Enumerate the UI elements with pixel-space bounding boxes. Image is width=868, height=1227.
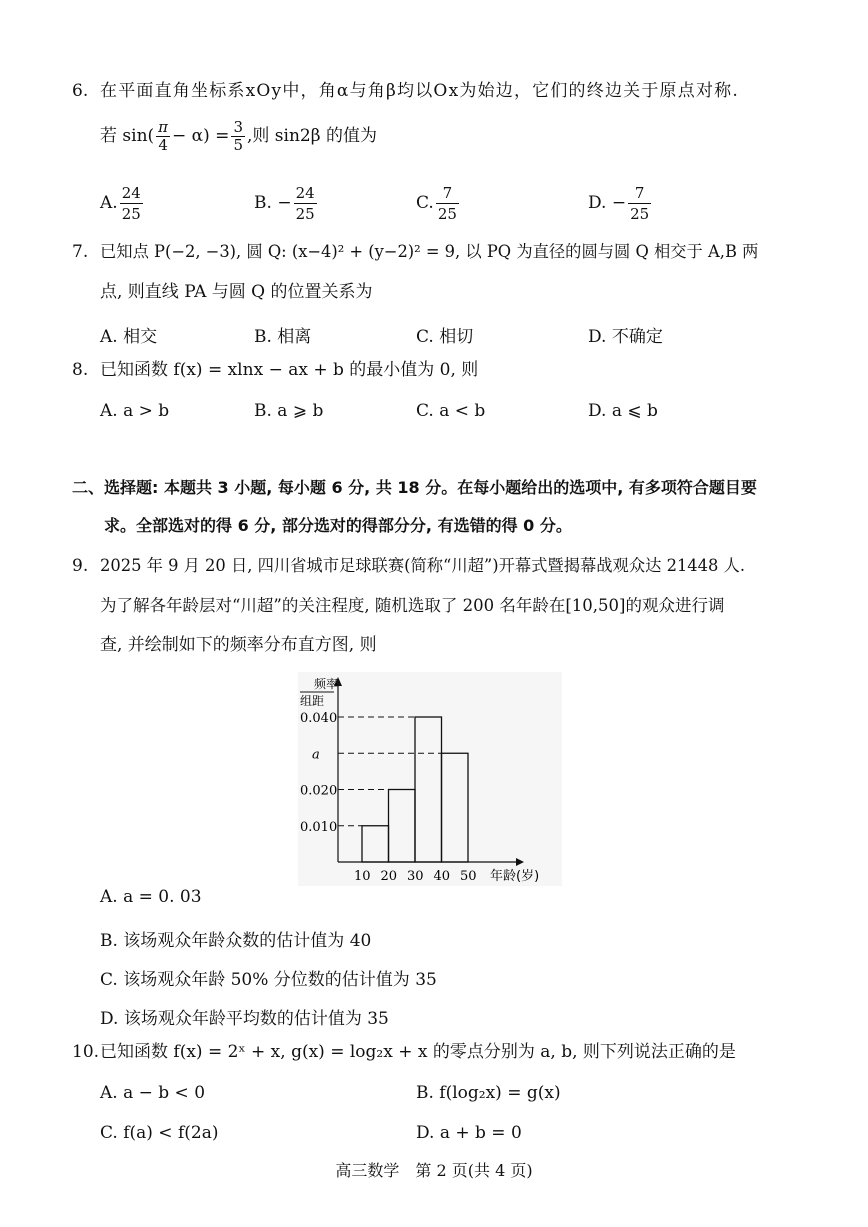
page-footer: 高三数学 第 2 页(共 4 页) xyxy=(335,1161,533,1180)
q8-option-c: C. a < b xyxy=(416,401,486,421)
q9-text-line3: 查, 并绘制如下的频率分布直方图, 则 xyxy=(100,635,377,655)
q10-option-c: C. f(a) < f(2a) xyxy=(100,1123,219,1143)
q9-option-b: B. 该场观众年龄众数的估计值为 40 xyxy=(100,931,372,951)
q6-text2-post: ,则 sin2β 的值为 xyxy=(246,126,377,146)
q7-option-d: D. 不确定 xyxy=(588,327,663,347)
q6-option-c: C. $\frac{7}{25}$ xyxy=(416,184,457,223)
y-label-top: 频率 xyxy=(314,677,339,691)
q6-option-a: A. $\frac{24}{25}$ xyxy=(100,184,141,223)
q6-option-b: B. − $\frac{24}{25}$ xyxy=(254,184,315,223)
y-tick-label: 0.020 xyxy=(300,783,338,799)
q9-text-line1: 2025 年 9 月 20 日, 四川省城市足球联赛(简称“川超”)开幕式暨揭幕战观众达 21448 人. xyxy=(100,556,746,575)
x-tick-label: 50 xyxy=(460,869,477,884)
q9-text-line2: 为了解各年龄层对“川超”的关注程度, 随机选取了 200 名年龄在[10,50]的观众进行调 xyxy=(100,596,725,615)
q7-option-c: C. 相切 xyxy=(416,327,474,347)
q7-option-b: B. 相离 xyxy=(254,327,312,347)
y-label-bottom: 组距 xyxy=(300,694,325,708)
q10-option-d: D. a + b = 0 xyxy=(416,1123,522,1143)
frequency-histogram xyxy=(298,672,562,886)
section2-heading-line2: 求。全部选对的得 6 分, 部分选对的得部分分, 有选错的得 0 分。 xyxy=(104,516,572,535)
q6-frac-pi: $\frac{\pi}{4}$ xyxy=(158,118,169,154)
y-tick-label: 0.040 xyxy=(300,711,338,726)
q6-text-line1: 在平面直角坐标系xOy中，角α与角β均以Ox为始边，它们的终边关于原点对称. xyxy=(100,81,739,101)
q6-text-line2 xyxy=(100,120,377,153)
q7-text-line2: 点, 则直线 PA 与圆 Q 的位置关系为 xyxy=(100,282,373,302)
q7-number: 7. xyxy=(72,242,89,262)
q10-option-a: A. a − b < 0 xyxy=(100,1083,206,1103)
x-tick-label: 30 xyxy=(407,869,424,884)
q6-text2-pre: 若 sin( xyxy=(100,126,155,146)
q8-option-b: B. a ⩾ b xyxy=(254,401,324,421)
y-tick-label: 0.010 xyxy=(300,819,338,835)
q6-text2-mid: − α) = xyxy=(172,126,230,146)
x-tick-label: 40 xyxy=(433,869,451,884)
q7-option-a: A. 相交 xyxy=(100,327,158,347)
q8-option-d: D. a ⩽ b xyxy=(588,401,658,421)
q9-number: 9. xyxy=(72,556,89,576)
x-tick-label: 10 xyxy=(354,869,371,884)
q9-option-d: D. 该场观众年龄平均数的估计值为 35 xyxy=(100,1009,389,1029)
x-tick-label: 20 xyxy=(380,869,398,884)
q9-option-c: C. 该场观众年龄 50% 分位数的估计值为 35 xyxy=(100,970,437,990)
q10-text-line1: 已知函数 f(x) = 2ˣ + x, g(x) = log₂x + x 的零点分别为 a, b, 则下列说法正确的是 xyxy=(100,1042,736,1062)
q6-frac-val: $\frac{3}{5}$ xyxy=(233,118,243,154)
q8-number: 8. xyxy=(72,360,89,380)
q6-option-d: D. − $\frac{7}{25}$ xyxy=(588,184,650,223)
q10-number: 10. xyxy=(72,1042,100,1062)
q8-option-a: A. a > b xyxy=(100,401,170,421)
section2-heading-line1: 二、选择题: 本题共 3 小题, 每小题 6 分, 共 18 分。在每小题给出的选项中, 有多项符合题目要 xyxy=(72,478,757,497)
q6-number: 6. xyxy=(72,81,89,101)
q10-option-b: B. f(log₂x) = g(x) xyxy=(416,1083,561,1103)
x-axis-label: 年龄(岁) xyxy=(490,869,540,884)
q8-text-line1: 已知函数 f(x) = xlnx − ax + b 的最小值为 0, 则 xyxy=(100,360,479,380)
q7-text-line1: 已知点 P(−2, −3), 圆 Q: (x−4)² + (y−2)² = 9, 以 PQ 为直径的圆与圆 Q 相交于 A,B 两 xyxy=(100,242,759,261)
q9-option-a: A. a = 0. 03 xyxy=(100,887,202,907)
y-tick-label: a xyxy=(312,747,320,763)
